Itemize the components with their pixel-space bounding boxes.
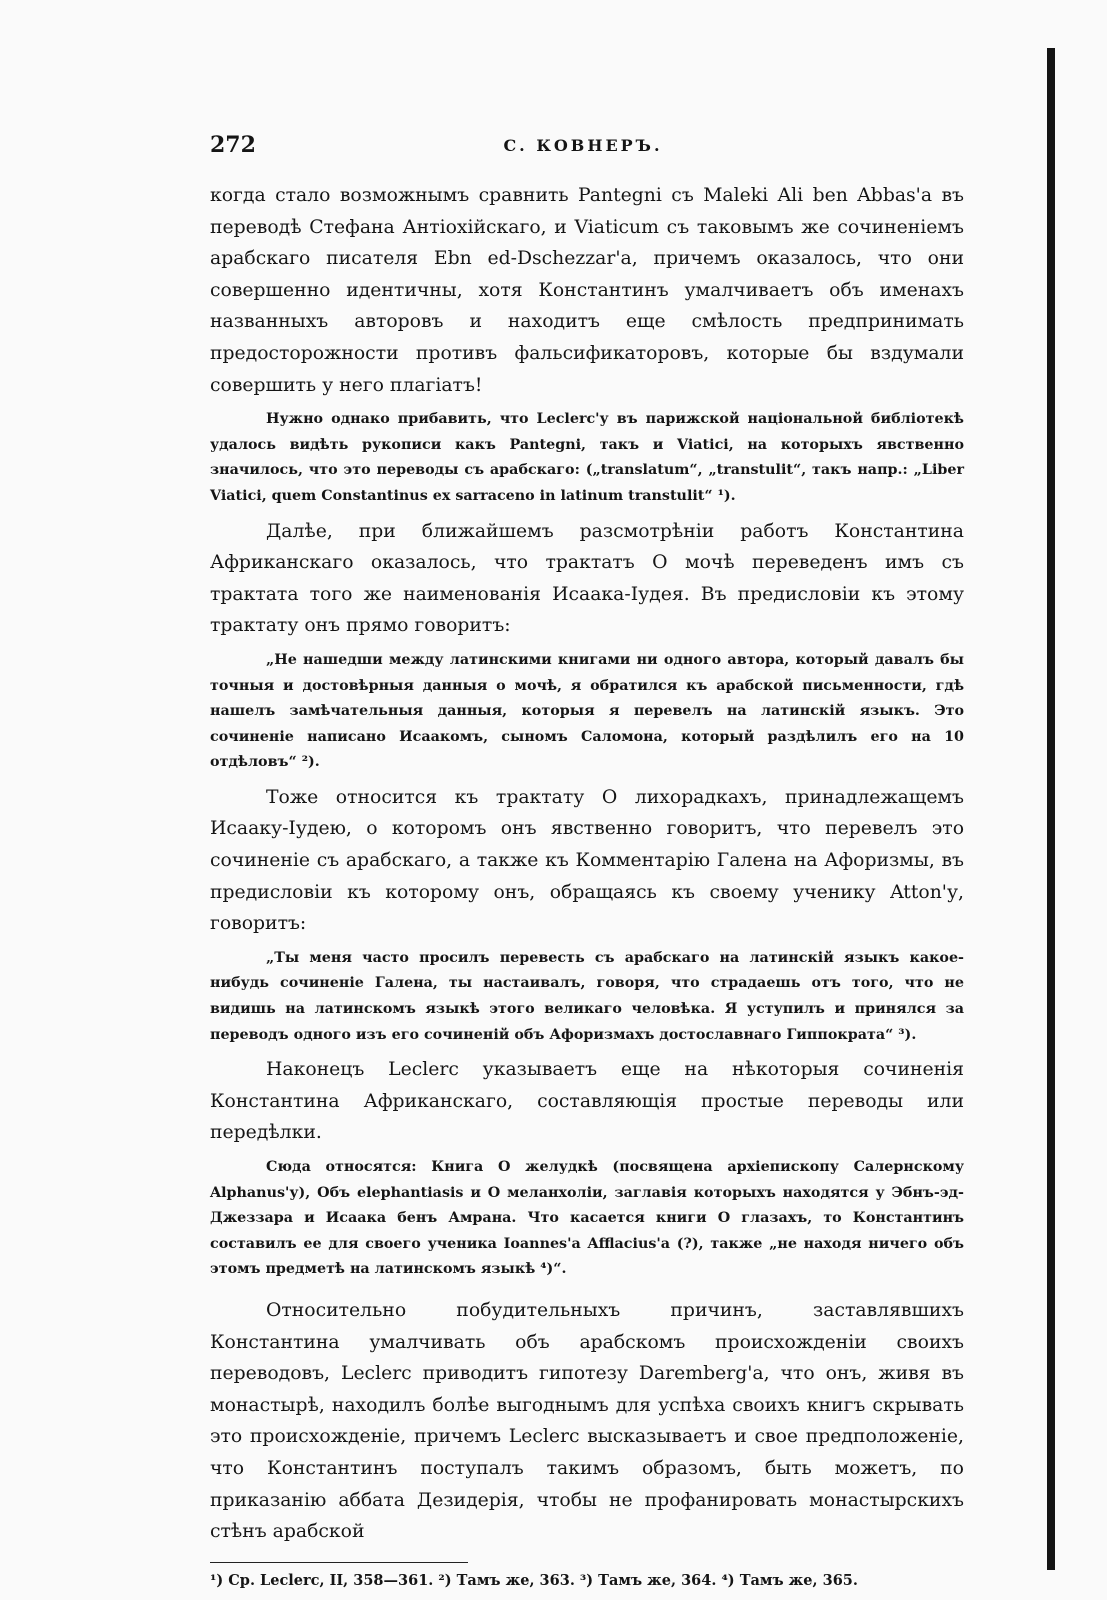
note-paragraph: Нужно однако прибавить, что Leclerc'у въ парижской національной библіотекѣ удалось видѣть рукописи какъ Pantegni, такъ и Viatici, на которыхъ явственно значилось, что это переводы съ арабскаго: („translatum“, „transtulit“, такъ напр.: „Liber Viatici, quem Constantinus ex sarraceno in latinum transtulit“ ¹).	[210, 411, 964, 504]
page-number: 272	[210, 132, 256, 158]
footnote-divider	[210, 1562, 468, 1563]
paragraph: Наконецъ Leclerc указываетъ еще на нѣкоторыя сочиненія Константина Африканскаго, составляющія простые переводы или передѣлки.	[210, 1059, 964, 1144]
page-header	[210, 132, 956, 164]
paragraph: Тоже относится къ трактату О лихорадкахъ, принадлежащемъ Исааку-Іудею, о которомъ онъ явственно говоритъ, что перевелъ это сочиненіе съ арабскаго, а также къ Комментарію Галена на Афоризмы, въ предисловіи къ которому онъ, обращаясь къ своему ученику Atton'у, говоритъ:	[210, 786, 964, 935]
quotation: „Не нашедши между латинскими книгами ни одного автора, который давалъ бы точныя и достовѣрныя данныя о мочѣ, я обратился къ арабской письменности, гдѣ нашелъ замѣчательныя данныя, которыя я перевелъ на латинскій языкъ. Это сочиненіе написано Исаакомъ, сыномъ Саломона, который раздѣлилъ его на 10 отдѣловъ“ ²).	[210, 651, 964, 771]
paragraph: когда стало возможнымъ сравнить Pantegni съ Maleki Ali ben Abbas'a въ переводѣ Стефана Антіохійскаго, и Viaticum съ таковымъ же сочиненіемъ арабскаго писателя Ebn ed-Dschezzar'a, причемъ оказалось, что они совершенно идентичны, хотя Константинъ умалчиваетъ объ именахъ названныхъ авторовъ и находитъ еще смѣлость предпринимать предосторожности противъ фальсификаторовъ, которые бы вздумали совершить у него плагіатъ!	[210, 185, 964, 396]
scan-edge-shadow	[1047, 48, 1055, 1570]
quotation: „Ты меня часто просилъ перевесть съ арабскаго на латинскій языкъ какое-нибудь сочиненіе Галена, ты настаивалъ, говоря, что страдаешь отъ того, что не видишь на латинскомъ языкѣ этого великаго человѣка. Я уступилъ и принялся за переводъ одного изъ его сочиненій объ Афоризмахъ достославнаго Гиппократа“ ³).	[210, 949, 964, 1043]
paragraph: Относительно побудительныхъ причинъ, заставлявшихъ Константина умалчивать объ арабскомъ происхожденіи своихъ переводовъ, Leclerc приводитъ гипотезу Daremberg'a, что онъ, живя въ монастырѣ, находилъ болѣе выгоднымъ для успѣха своихъ книгъ скрывать это происхожденіе, причемъ Leclerc высказываетъ и свое предположеніе, что Константинъ поступалъ такимъ образомъ, быть можетъ, по приказанію аббата Дезидерія, чтобы не профанировать монастырскихъ стѣнъ арабской	[210, 1299, 964, 1543]
note-paragraph: Сюда относятся: Книга О желудкѣ (посвящена архіепископу Салернскому Alphanus'у), Объ elephantiasis и О меланхоліи, заглавія которыхъ находятся у Эбнъ-эд-Джеззара и Исаака бенъ Амрана. Что касается книги О глазахъ, то Константинъ составилъ ее для своего ученика Ioannes'a Afflacius'a (?), также „не находя ничего объ этомъ предметѣ на латинскомъ языкѣ ⁴)“.	[210, 1159, 964, 1278]
footnotes: ¹) Ср. Leclerc, II, 358—361. ²) Тамъ же, 363. ³) Тамъ же, 364. ⁴) Тамъ же, 365.	[210, 1571, 858, 1589]
page-body	[210, 180, 964, 1592]
running-head: С. КОВНЕРЪ.	[503, 136, 663, 155]
paragraph: Далѣе, при ближайшемъ разсмотрѣніи работъ Константина Африканскаго оказалось, что трактатъ О мочѣ переведенъ имъ съ трактата того же наименованія Исаака-Іудея. Въ предисловіи къ этому трактату онъ прямо говоритъ:	[210, 520, 964, 637]
